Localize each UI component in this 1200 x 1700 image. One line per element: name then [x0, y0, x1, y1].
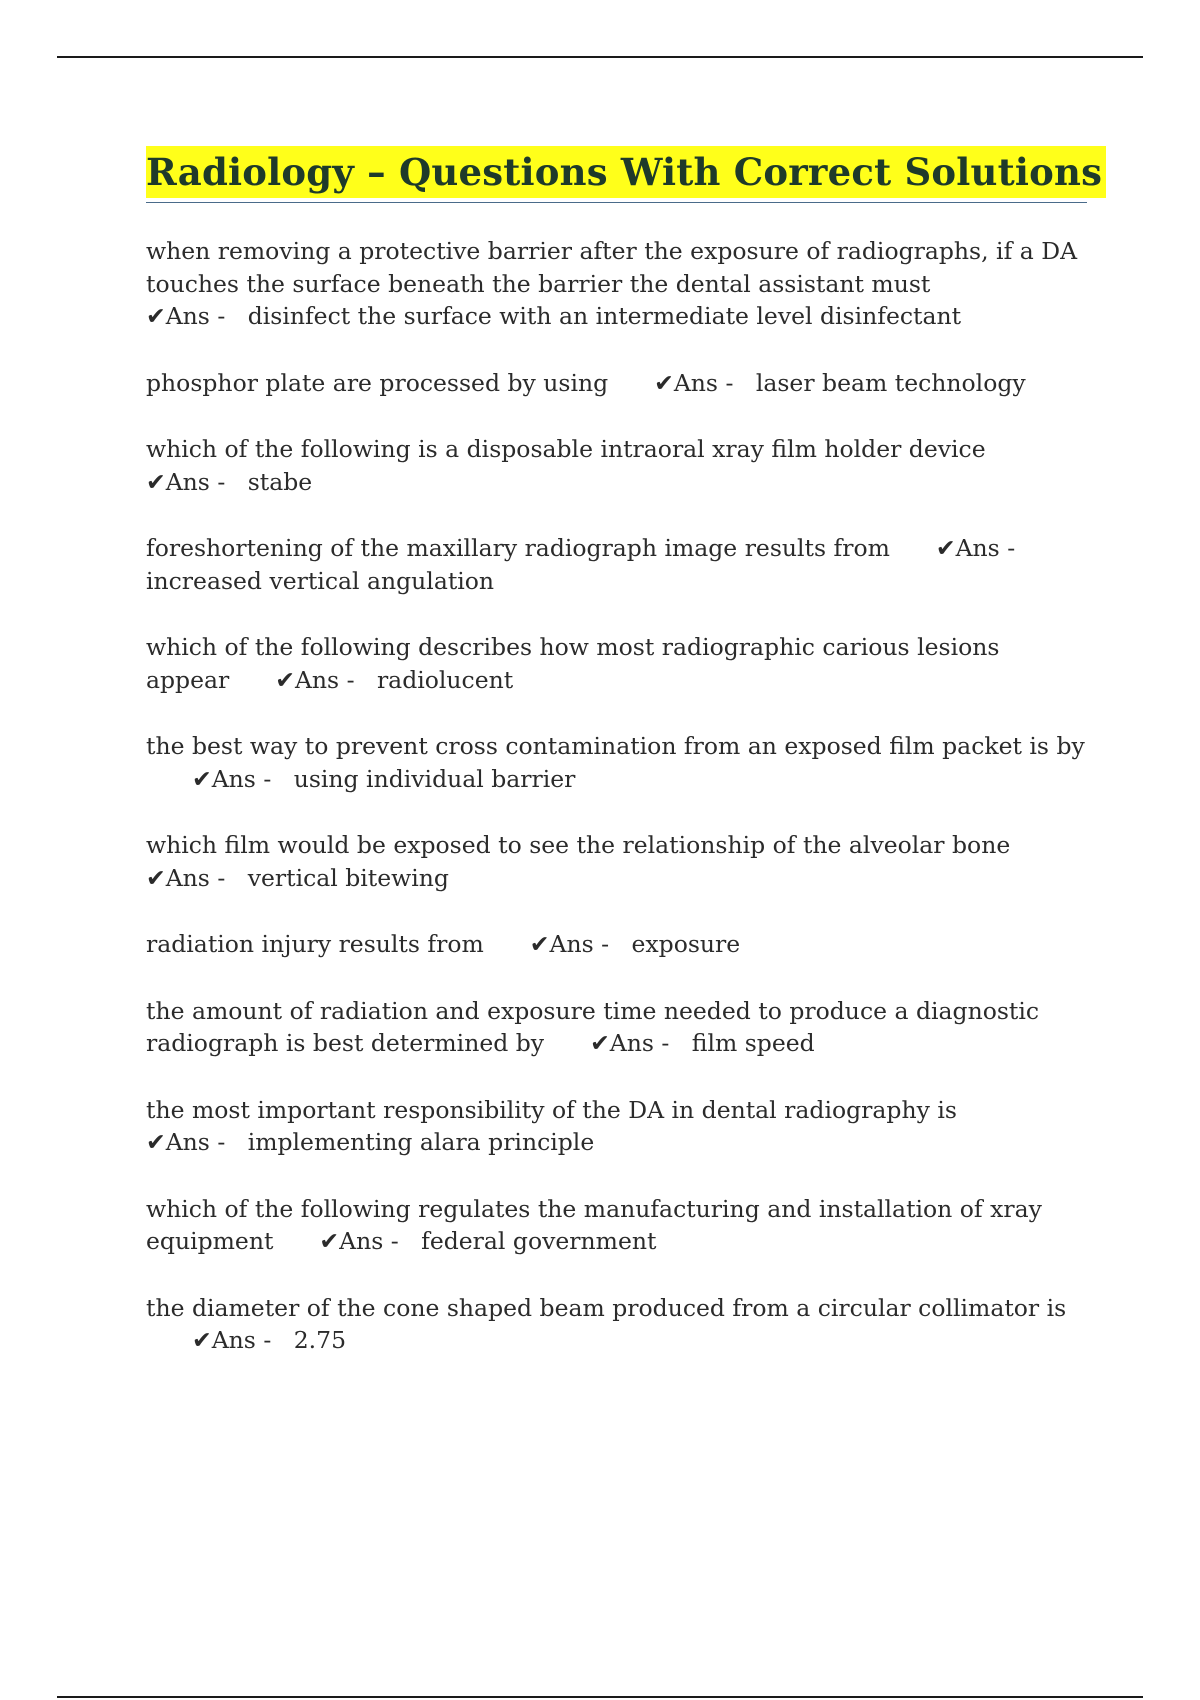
qa-item: [146, 1193, 1086, 1258]
title-underline: [146, 202, 1087, 203]
check-icon: ✔Ans -: [146, 1128, 226, 1156]
answer-text: laser beam technology: [755, 368, 1026, 397]
answer-text: implementing alara principle: [247, 1128, 595, 1156]
qa-item: [146, 829, 1086, 894]
question-text: which of the following regulates the manufacturing and installation of xray equipment: [146, 1194, 1042, 1255]
qa-item: [146, 433, 1086, 498]
answer-line: [590, 1029, 815, 1057]
check-icon: ✔Ans -: [146, 467, 226, 496]
qa-item: [146, 730, 1086, 795]
answer-text: vertical bitewing: [247, 863, 449, 892]
answer-text: increased vertical angulation: [146, 566, 495, 595]
answer-line: [146, 1128, 594, 1156]
answer-line: [192, 765, 575, 793]
question-text: which film would be exposed to see the relationship of the alveolar bone: [146, 831, 1011, 859]
qa-item: [146, 1292, 1086, 1357]
check-icon: ✔Ans -: [192, 1326, 272, 1354]
answer-line: [146, 864, 449, 892]
question-text: the diameter of the cone shaped beam produced from a circular collimator is: [146, 1293, 1067, 1322]
question-text: foreshortening of the maxillary radiograph image results from: [146, 534, 890, 562]
answer-text: film speed: [691, 1029, 815, 1057]
qa-item: [146, 928, 1086, 961]
qa-item: [146, 995, 1086, 1060]
check-icon: ✔Ans -: [192, 764, 272, 793]
qa-item: [146, 367, 1086, 400]
check-icon: ✔Ans -: [529, 930, 610, 958]
answer-text: disinfect the surface with an intermediate level disinfectant: [247, 302, 962, 330]
answer-text: federal government: [421, 1227, 657, 1255]
question-text: when removing a protective barrier after the exposure of radiographs, if a DA touches the surface beneath the barrier the dental assistant must: [146, 237, 1078, 298]
question-text: phosphor plate are processed by using: [146, 368, 609, 397]
answer-line: [530, 930, 740, 958]
qa-item: [146, 532, 1086, 597]
answer-text: using individual barrier: [293, 764, 576, 793]
question-text: which of the following describes how most radiographic carious lesions appear: [146, 633, 1000, 694]
check-icon: ✔Ans -: [319, 1227, 399, 1255]
answer-line: [319, 1227, 656, 1255]
bottom-rule: [57, 1696, 1143, 1698]
qa-item: [146, 1094, 1086, 1159]
answer-text: radiolucent: [376, 665, 514, 694]
check-icon: ✔Ans -: [275, 665, 355, 694]
answer-text: stabe: [247, 467, 313, 496]
check-icon: ✔Ans -: [146, 302, 226, 330]
question-text: radiation injury results from: [146, 930, 484, 958]
document-title: Radiology – Questions With Correct Solutions: [146, 150, 1103, 194]
qa-list: [146, 235, 1086, 1357]
answer-text: 2.75: [293, 1326, 347, 1354]
answer-line: [192, 1326, 346, 1354]
answer-line: [146, 468, 312, 496]
qa-item: [146, 235, 1086, 333]
qa-item: [146, 631, 1086, 696]
top-rule: [57, 56, 1143, 58]
answer-line: [654, 369, 1026, 397]
question-text: the amount of radiation and exposure time needed to produce a diagnostic radiograph is best determined by: [146, 996, 1040, 1057]
question-text: the most important responsibility of the DA in dental radiography is: [146, 1095, 957, 1124]
check-icon: ✔Ans -: [654, 368, 734, 397]
title-highlight: [146, 146, 1106, 198]
check-icon: ✔Ans -: [935, 534, 1016, 562]
answer-line: [275, 666, 513, 694]
answer-text: exposure: [631, 930, 741, 958]
question-text: the best way to prevent cross contamination from an exposed film packet is by: [146, 732, 1085, 760]
answer-line: [146, 302, 961, 330]
question-text: which of the following is a disposable intraoral xray film holder device: [146, 435, 986, 463]
document-body: [146, 146, 1103, 1391]
check-icon: ✔Ans -: [146, 863, 226, 892]
check-icon: ✔Ans -: [590, 1029, 670, 1057]
